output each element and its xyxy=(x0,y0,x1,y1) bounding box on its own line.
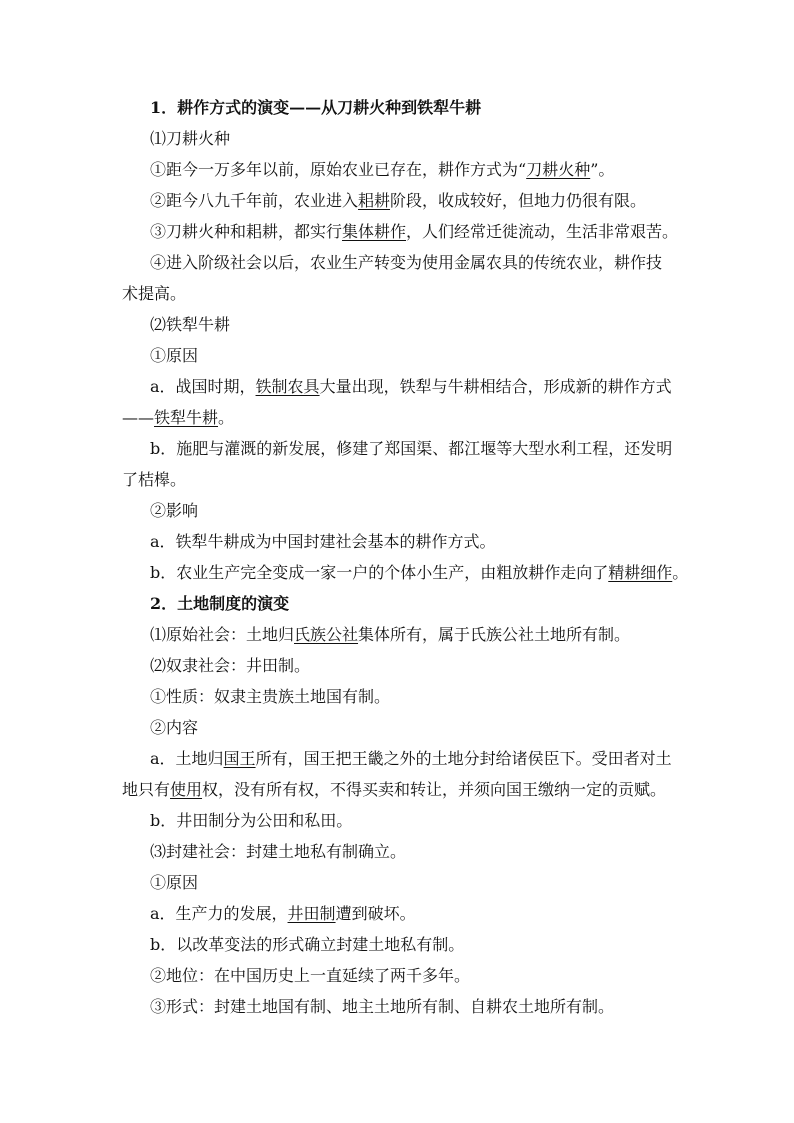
paragraph: ①性质：奴隶主贵族土地国有制。 xyxy=(150,687,391,706)
paragraph: ②地位：在中国历史上一直延续了两千多年。 xyxy=(150,966,471,985)
item-heading: ①原因 xyxy=(150,346,199,365)
subsection-title: ⑵铁犁牛耕 xyxy=(150,315,231,334)
paragraph-continuation: 术提高。 xyxy=(122,284,187,303)
subsection-title: ⑴刀耕火种 xyxy=(150,129,231,148)
paragraph: ③刀耕火种和耜耕，都实行集体耕作，人们经常迁徙流动，生活非常艰苦。 xyxy=(150,222,679,241)
paragraph-continuation: ——铁犁牛耕。 xyxy=(122,408,235,427)
underlined-term: 氏族公社 xyxy=(294,625,359,644)
paragraph: ②距今八九千年前，农业进入耜耕阶段，收成较好，但地力仍很有限。 xyxy=(150,191,647,210)
underlined-term: 铁制农具 xyxy=(255,377,320,396)
paragraph-continuation: 地只有使用权，没有所有权，不得买卖和转让，并须向国王缴纳一定的贡赋。 xyxy=(122,780,667,799)
underlined-term: 铁犁牛耕 xyxy=(154,408,219,427)
underlined-term: 井田制 xyxy=(287,904,336,923)
paragraph: a．铁犁牛耕成为中国封建社会基本的耕作方式。 xyxy=(150,532,496,551)
underlined-term: 使用 xyxy=(170,780,203,799)
paragraph: a．生产力的发展，井田制遭到破坏。 xyxy=(150,904,416,923)
paragraph: ⑵奴隶社会：井田制。 xyxy=(150,656,311,675)
item-heading: ①原因 xyxy=(150,873,199,892)
underlined-term: 耜耕 xyxy=(358,191,391,210)
paragraph: a．战国时期，铁制农具大量出现，铁犁与牛耕相结合，形成新的耕作方式 xyxy=(150,377,672,396)
paragraph: ⑶封建社会：封建土地私有制确立。 xyxy=(150,842,407,861)
paragraph: ①距今一万多年以前，原始农业已存在，耕作方式为“刀耕火种”。 xyxy=(150,160,615,179)
item-heading: ②影响 xyxy=(150,501,199,520)
paragraph: ④进入阶级社会以后，农业生产转变为使用金属农具的传统农业，耕作技 xyxy=(150,253,663,272)
paragraph: b．农业生产完全变成一家一户的个体小生产，由粗放耕作走向了精耕细作。 xyxy=(150,563,689,582)
underlined-term: 集体耕作 xyxy=(342,222,407,241)
paragraph: b．以改革变法的形式确立封建土地私有制。 xyxy=(150,935,465,954)
paragraph: b．井田制分为公田和私田。 xyxy=(150,811,353,830)
underlined-term: 精耕细作 xyxy=(608,563,673,582)
paragraph: ⑴原始社会：土地归氏族公社集体所有，属于氏族公社土地所有制。 xyxy=(150,625,631,644)
section-1-title: 1．耕作方式的演变——从刀耕火种到铁犁牛耕 xyxy=(150,98,482,117)
section-2-title: 2．土地制度的演变 xyxy=(150,594,290,613)
paragraph: a．土地归国王所有，国王把王畿之外的土地分封给诸侯臣下。受田者对土 xyxy=(150,749,672,768)
item-heading: ②内容 xyxy=(150,718,199,737)
paragraph-continuation: 了桔槔。 xyxy=(122,470,187,489)
underlined-term: 国王 xyxy=(223,749,256,768)
paragraph: ③形式：封建土地国有制、地主土地所有制、自耕农土地所有制。 xyxy=(150,997,615,1016)
paragraph: b．施肥与灌溉的新发展，修建了郑国渠、都江堰等大型水利工程，还发明 xyxy=(150,439,673,458)
underlined-term: 刀耕火种 xyxy=(526,160,591,179)
